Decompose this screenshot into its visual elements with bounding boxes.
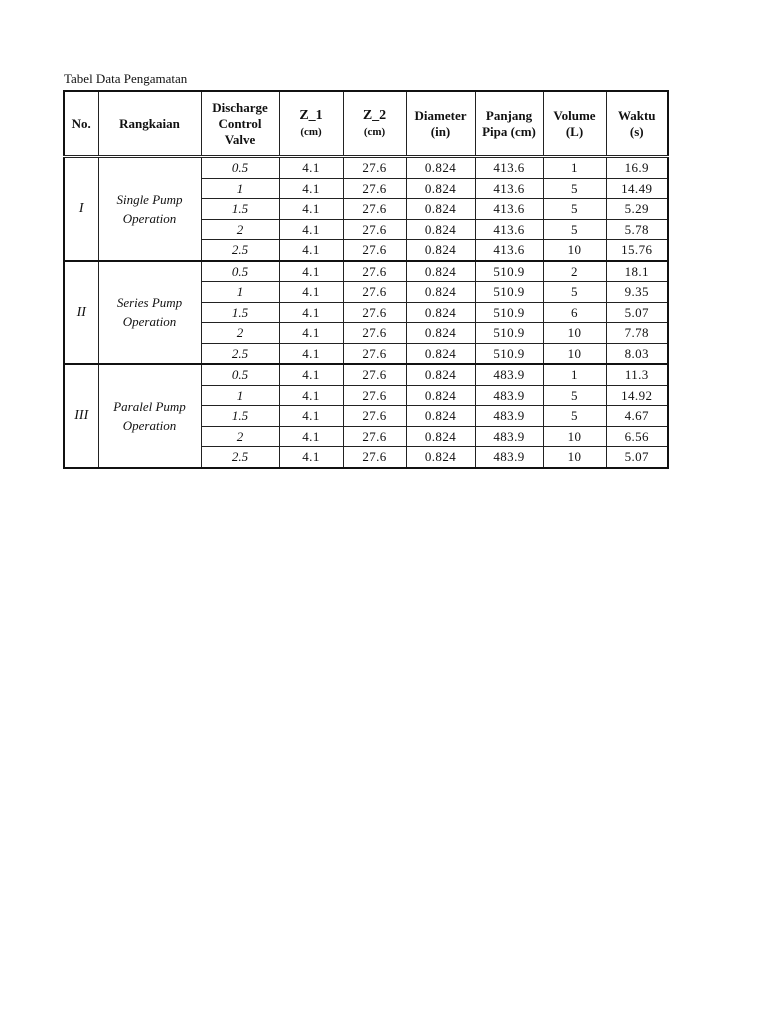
header-diameter [406,91,475,157]
volume-value: 5 [543,178,606,199]
volume-value: 10 [543,323,606,344]
volume-value: 5 [543,406,606,427]
time-value: 5.78 [606,219,668,240]
header-discharge-line-1: Discharge [212,99,268,115]
diameter-value: 0.824 [406,426,475,447]
volume-value: 5 [543,219,606,240]
diameter-value: 0.824 [406,261,475,282]
z1-value: 4.1 [279,343,343,364]
valve-opening: 2 [201,426,279,447]
group-name-line: Operation [122,210,177,226]
table-row [64,157,668,179]
header-z2-unit: (cm) [363,125,386,138]
group-1 [64,157,668,261]
header-waktu-line-1: Waktu [617,107,656,123]
header-discharge-line-2: Control [218,115,262,131]
group-name [98,261,201,365]
pipe-length-value: 413.6 [475,240,543,261]
pipe-length-value: 483.9 [475,447,543,468]
group-name-line: Operation [122,417,177,433]
group-name-line: Paralel Pump [113,398,186,414]
header-volume-line-2: (L) [565,123,584,139]
diameter-value: 0.824 [406,364,475,385]
header-z1-unit: (cm) [300,125,322,138]
volume-value: 10 [543,447,606,468]
group-name-line: Single Pump [116,191,183,207]
time-value: 14.49 [606,178,668,199]
volume-value: 5 [543,385,606,406]
time-value: 18.1 [606,261,668,282]
z2-value: 27.6 [343,302,406,323]
table-row [64,364,668,385]
table-row [64,261,668,282]
time-value: 5.07 [606,447,668,468]
valve-opening: 1.5 [201,302,279,323]
z1-value: 4.1 [279,219,343,240]
time-value: 14.92 [606,385,668,406]
header-z2 [343,91,406,157]
time-value: 5.29 [606,199,668,220]
valve-opening: 2.5 [201,447,279,468]
z1-value: 4.1 [279,178,343,199]
pipe-length-value: 510.9 [475,343,543,364]
z2-value: 27.6 [343,199,406,220]
diameter-value: 0.824 [406,323,475,344]
valve-opening: 1.5 [201,406,279,427]
pipe-length-value: 483.9 [475,385,543,406]
header-rangkaian: Rangkaian [98,91,201,157]
z1-value: 4.1 [279,302,343,323]
z1-value: 4.1 [279,447,343,468]
header-volume [543,91,606,157]
diameter-value: 0.824 [406,157,475,179]
valve-opening: 0.5 [201,364,279,385]
group-name [98,157,201,261]
z1-value: 4.1 [279,406,343,427]
header-discharge-control-valve [201,91,279,157]
valve-opening: 2 [201,219,279,240]
volume-value: 1 [543,364,606,385]
group-name [98,364,201,468]
diameter-value: 0.824 [406,282,475,303]
valve-opening: 1.5 [201,199,279,220]
volume-value: 1 [543,157,606,179]
pipe-length-value: 413.6 [475,219,543,240]
volume-value: 5 [543,199,606,220]
time-value: 15.76 [606,240,668,261]
z2-value: 27.6 [343,240,406,261]
diameter-value: 0.824 [406,219,475,240]
group-number: I [64,157,98,261]
valve-opening: 1 [201,282,279,303]
header-panjang-line-1: Panjang [485,107,533,123]
z2-value: 27.6 [343,282,406,303]
header-z2-label: Z_2 [362,107,387,123]
pipe-length-value: 483.9 [475,426,543,447]
header-row [64,91,668,157]
header-waktu [606,91,668,157]
observation-data-table [63,90,669,469]
pipe-length-value: 483.9 [475,364,543,385]
z1-value: 4.1 [279,282,343,303]
pipe-length-value: 510.9 [475,282,543,303]
header-diameter-line-1: Diameter [414,107,467,123]
pipe-length-value: 510.9 [475,302,543,323]
header-discharge-line-3: Valve [224,131,256,147]
pipe-length-value: 413.6 [475,199,543,220]
z1-value: 4.1 [279,426,343,447]
time-value: 5.07 [606,302,668,323]
z2-value: 27.6 [343,323,406,344]
diameter-value: 0.824 [406,447,475,468]
header-volume-line-1: Volume [553,107,596,123]
valve-opening: 1 [201,385,279,406]
header-z1-label: Z_1 [299,107,323,123]
table-caption: Tabel Data Pengamatan [64,71,188,86]
header-diameter-line-2: (in) [430,123,451,139]
z2-value: 27.6 [343,426,406,447]
time-value: 4.67 [606,406,668,427]
time-value: 8.03 [606,343,668,364]
diameter-value: 0.824 [406,385,475,406]
header-z1 [279,91,343,157]
pipe-length-value: 483.9 [475,406,543,427]
z1-value: 4.1 [279,323,343,344]
z2-value: 27.6 [343,447,406,468]
z1-value: 4.1 [279,157,343,179]
z2-value: 27.6 [343,261,406,282]
time-value: 7.78 [606,323,668,344]
header-waktu-line-2: (s) [629,123,644,139]
time-value: 6.56 [606,426,668,447]
group-name-line: Operation [122,314,177,330]
z1-value: 4.1 [279,199,343,220]
z2-value: 27.6 [343,406,406,427]
volume-value: 2 [543,261,606,282]
volume-value: 10 [543,240,606,261]
diameter-value: 0.824 [406,199,475,220]
header-no: No. [64,91,98,157]
header-panjang-line-2: Pipa (cm) [482,123,536,139]
group-3 [64,364,668,468]
valve-opening: 2 [201,323,279,344]
z1-value: 4.1 [279,261,343,282]
z1-value: 4.1 [279,240,343,261]
valve-opening: 1 [201,178,279,199]
pipe-length-value: 510.9 [475,323,543,344]
header-panjang-pipa [475,91,543,157]
valve-opening: 0.5 [201,157,279,179]
z1-value: 4.1 [279,364,343,385]
pipe-length-value: 510.9 [475,261,543,282]
pipe-length-value: 413.6 [475,157,543,179]
valve-opening: 0.5 [201,261,279,282]
volume-value: 6 [543,302,606,323]
diameter-value: 0.824 [406,406,475,427]
group-2 [64,261,668,365]
diameter-value: 0.824 [406,178,475,199]
z2-value: 27.6 [343,385,406,406]
time-value: 16.9 [606,157,668,179]
valve-opening: 2.5 [201,343,279,364]
diameter-value: 0.824 [406,240,475,261]
volume-value: 5 [543,282,606,303]
group-name-line: Series Pump [116,295,183,311]
z2-value: 27.6 [343,178,406,199]
z2-value: 27.6 [343,364,406,385]
pipe-length-value: 413.6 [475,178,543,199]
z1-value: 4.1 [279,385,343,406]
volume-value: 10 [543,426,606,447]
time-value: 11.3 [606,364,668,385]
time-value: 9.35 [606,282,668,303]
diameter-value: 0.824 [406,343,475,364]
z2-value: 27.6 [343,157,406,179]
valve-opening: 2.5 [201,240,279,261]
z2-value: 27.6 [343,219,406,240]
volume-value: 10 [543,343,606,364]
diameter-value: 0.824 [406,302,475,323]
group-number: III [64,364,98,468]
group-number: II [64,261,98,365]
z2-value: 27.6 [343,343,406,364]
